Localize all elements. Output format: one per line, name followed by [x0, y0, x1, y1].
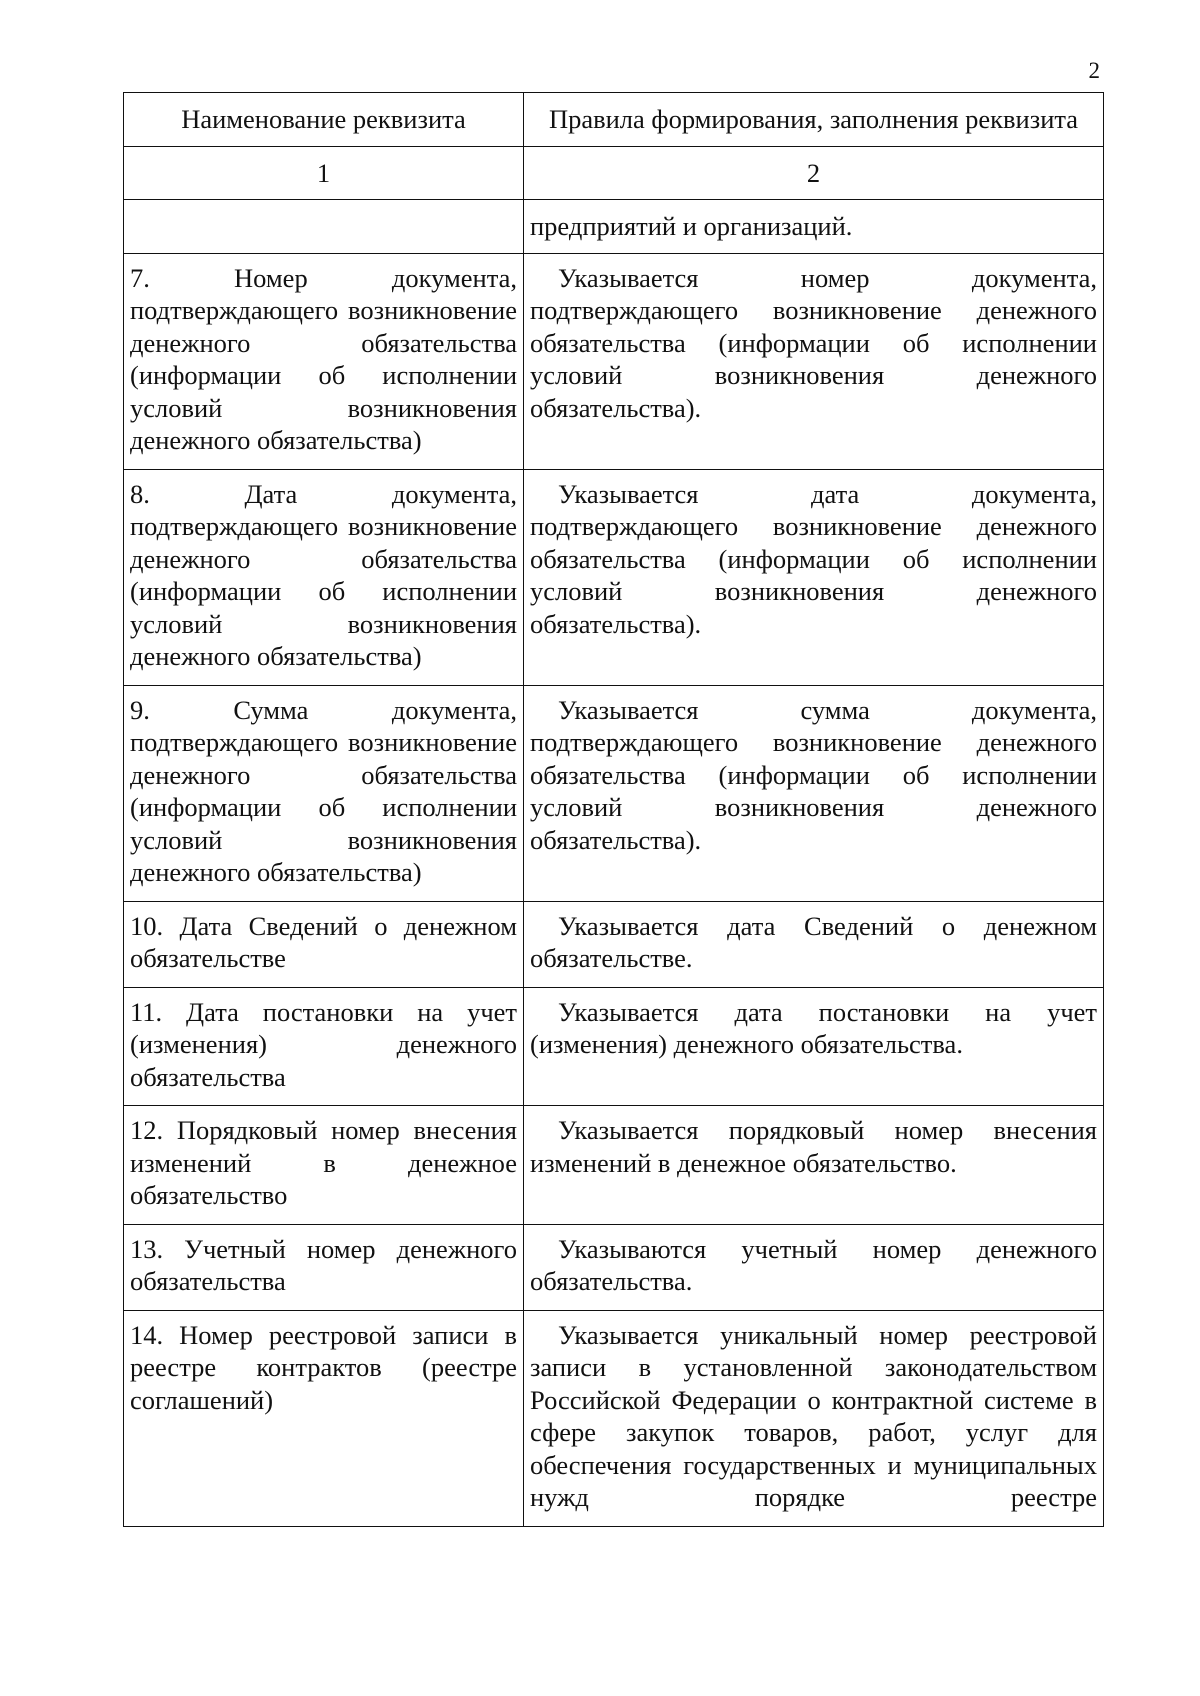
table-row	[124, 901, 1104, 987]
column-number-2: 2	[524, 146, 1104, 200]
column-number-row	[124, 146, 1104, 200]
column-number-1: 1	[124, 146, 524, 200]
requisite-rule: Указываются учетный номер денежного обязательства.	[530, 1233, 1097, 1296]
requisite-name: 10. Дата Сведений о денежном обязательстве	[130, 910, 517, 973]
table-row	[124, 1106, 1104, 1225]
requisite-rule: Указывается сумма документа, подтверждающего возникновение денежного обязательства (информации об исполнении условий возникновения денежного обязательства).	[530, 694, 1097, 855]
requisite-rule-cell	[524, 1106, 1104, 1225]
requisite-rule: Указывается дата Сведений о денежном обязательстве.	[530, 910, 1097, 973]
requisite-name-cell	[124, 987, 524, 1106]
requisite-name: 9. Сумма документа, подтверждающего возникновение денежного обязательства (информации об исполнении условий возникновения денежного обязательства)	[130, 694, 517, 887]
continuation-rule-cell: предприятий и организаций.	[524, 200, 1104, 254]
requisite-rule: Указывается дата постановки на учет (изменения) денежного обязательства.	[530, 996, 1097, 1059]
requisite-rule-cell	[524, 1224, 1104, 1310]
table-row	[124, 685, 1104, 901]
page-number: 2	[1088, 58, 1100, 83]
table-row	[124, 469, 1104, 685]
requisite-name: 14. Номер реестровой записи в реестре контрактов (реестре соглашений)	[130, 1319, 517, 1415]
requisite-name-cell	[124, 901, 524, 987]
table-row	[124, 253, 1104, 469]
table-row	[124, 1310, 1104, 1526]
table-header-row	[124, 93, 1104, 147]
continuation-name-cell	[124, 200, 524, 254]
requisite-name: 13. Учетный номер денежного обязательства	[130, 1233, 517, 1296]
requisite-rule-cell	[524, 253, 1104, 469]
requisite-name-cell	[124, 1224, 524, 1310]
requisite-rule-cell	[524, 987, 1104, 1106]
requisite-name-cell	[124, 1106, 524, 1225]
requisite-name: 12. Порядковый номер внесения изменений в денежное обязательство	[130, 1115, 517, 1210]
requisite-name: 8. Дата документа, подтверждающего возникновение денежного обязательства (информации об исполнении условий возникновения денежного обязательства)	[130, 478, 517, 671]
requisite-rule-cell	[524, 685, 1104, 901]
requisite-rule: Указывается уникальный номер реестровой записи в установленной законодательством Российской Федерации о контрактной системе в сфере закупок товаров, работ, услуг для обеспечения государственных и муниципальных нужд порядке реестре	[530, 1319, 1097, 1512]
requisite-rule-cell	[524, 469, 1104, 685]
requisite-rule-cell	[524, 1310, 1104, 1526]
requisite-rule: Указывается порядковый номер внесения изменений в денежное обязательство.	[530, 1115, 1097, 1178]
requisites-table	[123, 92, 1104, 1527]
header-col-rules: Правила формирования, заполнения реквизита	[524, 93, 1104, 147]
header-col-name: Наименование реквизита	[124, 93, 524, 147]
requisite-name-cell	[124, 469, 524, 685]
requisite-name-cell	[124, 253, 524, 469]
continuation-row	[124, 200, 1104, 254]
table-row	[124, 987, 1104, 1106]
requisite-name: 11. Дата постановки на учет (изменения) денежного обязательства	[130, 996, 517, 1092]
table-row	[124, 1224, 1104, 1310]
requisite-name: 7. Номер документа, подтверждающего возникновение денежного обязательства (информации об исполнении условий возникновения денежного обязательства)	[130, 262, 517, 455]
requisite-rule: Указывается дата документа, подтверждающего возникновение денежного обязательства (информации об исполнении условий возникновения денежного обязательства).	[530, 478, 1097, 639]
requisite-rule-cell	[524, 901, 1104, 987]
requisite-name-cell	[124, 685, 524, 901]
requisite-rule: Указывается номер документа, подтверждающего возникновение денежного обязательства (информации об исполнении условий возникновения денежного обязательства).	[530, 262, 1097, 423]
requisite-name-cell	[124, 1310, 524, 1526]
